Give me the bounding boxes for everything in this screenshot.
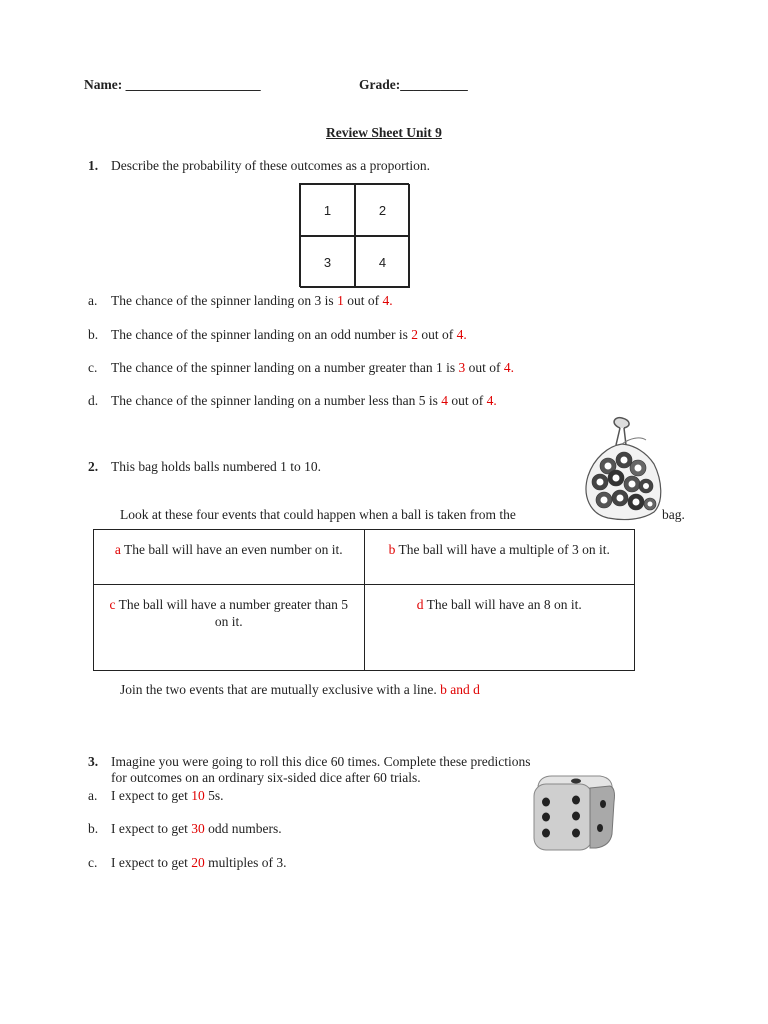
q2-prompt: This bag holds balls numbered 1 to 10.	[111, 459, 321, 474]
event-d-text: The ball will have an 8 on it.	[423, 596, 582, 612]
q1-item-c-text: The chance of the spinner landing on a number greater than 1 is	[111, 360, 459, 375]
q3-item-c-answer: 20	[191, 855, 205, 870]
q3-prompt-line2: for outcomes on an ordinary six-sided dice after 60 trials.	[111, 770, 421, 785]
q3-item-b-post: odd numbers.	[204, 821, 282, 836]
q2-join	[120, 682, 480, 698]
events-table	[93, 529, 635, 671]
q1-item-b-text: The chance of the spinner landing on an odd number is	[111, 327, 412, 342]
q1-number: 1.	[88, 158, 99, 173]
grid-cell-2: 2	[355, 184, 410, 236]
q1-item-b-answer2: 4.	[456, 327, 467, 342]
q3-item-c-text: I expect to get	[111, 855, 192, 870]
q1-item-b-mid: out of	[418, 327, 457, 342]
q1-item-a-mid: out of	[343, 293, 383, 308]
q1-item-a-answer2: 4.	[382, 293, 393, 308]
q3-item-a-letter: a.	[88, 788, 98, 803]
event-d-cell[interactable]	[364, 584, 635, 670]
event-c-text: The ball will have a number greater than 5 on it.	[115, 596, 349, 629]
q1-item-b-answer1: 2	[411, 327, 419, 342]
q2-number: 2.	[88, 459, 99, 474]
q3-item-c	[111, 855, 286, 871]
q2-look-end: bag.	[662, 507, 685, 522]
q3-item-a-answer: 10	[191, 788, 205, 803]
q3-item-b-letter: b.	[88, 821, 99, 836]
q1-item-a-letter: a.	[88, 293, 98, 308]
q1-item-c-mid: out of	[465, 360, 504, 375]
q1-item-d-letter: d.	[88, 393, 99, 408]
q3-prompt-line1: Imagine you were going to roll this dice 60 times. Complete these predictions	[111, 754, 531, 769]
q1-item-b	[111, 327, 467, 343]
q1-item-d-answer1: 4	[441, 393, 449, 408]
q1-item-a	[111, 293, 393, 309]
q1-item-d-answer2: 4.	[486, 393, 497, 408]
event-d-letter: d	[416, 596, 424, 612]
q2-join-text: Join the two events that are mutually exclusive with a line.	[120, 682, 441, 697]
name-field-label: Name: ____________________	[84, 77, 261, 92]
q3-item-a	[111, 788, 223, 804]
spinner-grid	[299, 183, 409, 287]
page-title: Review Sheet Unit 9	[326, 125, 442, 140]
q3-item-b-text: I expect to get	[111, 821, 192, 836]
q3-item-a-text: I expect to get	[111, 788, 192, 803]
q3-item-c-post: multiples of 3.	[204, 855, 287, 870]
grid-cell-3: 3	[300, 236, 355, 288]
dice-icon	[530, 772, 618, 854]
event-b-letter: b	[388, 542, 396, 557]
q1-item-d	[111, 393, 497, 409]
event-a-cell[interactable]	[94, 530, 365, 585]
q1-item-d-text: The chance of the spinner landing on a number less than 5 is	[111, 393, 442, 408]
grid-cell-1: 1	[300, 184, 355, 236]
event-a-letter: a	[114, 542, 121, 557]
q1-item-d-mid: out of	[448, 393, 487, 408]
q1-item-a-answer1: 1	[337, 293, 344, 308]
q3-item-a-post: 5s.	[204, 788, 224, 803]
q1-item-c-answer2: 4.	[503, 360, 514, 375]
grade-field-label: Grade:__________	[359, 77, 468, 92]
q1-item-b-letter: b.	[88, 327, 99, 342]
q1-prompt: Describe the probability of these outcomes as a proportion.	[111, 158, 431, 173]
q1-item-c-letter: c.	[88, 360, 98, 375]
event-b-text: The ball will have a multiple of 3 on it.	[395, 542, 610, 557]
q1-item-c-answer1: 3	[458, 360, 466, 375]
q3-item-c-letter: c.	[88, 855, 98, 870]
q1-item-a-text: The chance of the spinner landing on 3 is	[111, 293, 338, 308]
q2-join-answer: b and d	[440, 682, 480, 697]
q3-item-b-answer: 30	[191, 821, 205, 836]
grid-cell-4: 4	[355, 236, 410, 288]
event-a-text: The ball will have an even number on it.	[120, 542, 343, 557]
event-c-cell[interactable]	[94, 584, 365, 670]
q3-number: 3.	[88, 754, 99, 769]
q1-item-c	[111, 360, 514, 376]
event-b-cell[interactable]	[364, 530, 635, 585]
q2-look-text: Look at these four events that could happen when a ball is taken from the	[120, 507, 516, 522]
event-c-letter: c	[109, 596, 116, 612]
ball-bag-icon	[580, 414, 664, 522]
q3-item-b	[111, 821, 282, 837]
